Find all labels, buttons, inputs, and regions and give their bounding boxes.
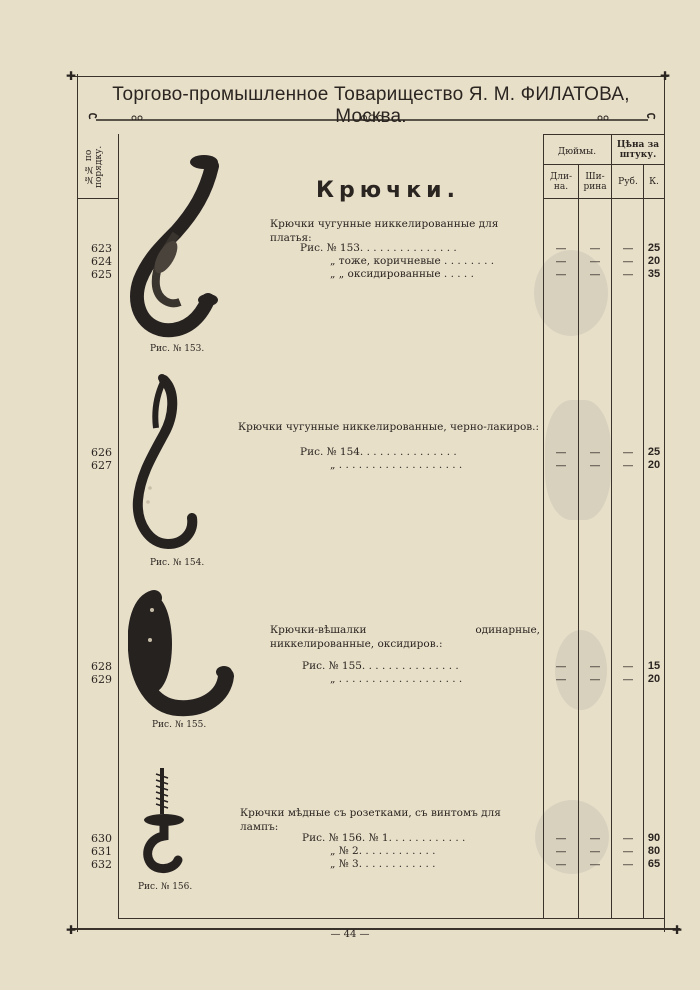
column-header-inches: Дюймы. [557, 147, 597, 157]
item-row-label: „ № 2. . . . . . . . . . . . [330, 845, 436, 857]
kop-value: 65 [647, 858, 661, 870]
frame-left-rule [77, 74, 78, 932]
kop-value: 25 [647, 446, 661, 458]
frame-top-rule [72, 76, 668, 77]
width-value: — [589, 255, 601, 268]
length-value: — [555, 673, 567, 686]
rub-value: — [622, 459, 634, 472]
column-header-length: Дли-на. [549, 172, 573, 192]
catalog-header: Торгово-промышленное Товарищество Я. М. ФИЛАТОВА, Москва. [112, 84, 630, 127]
number-head-rule [78, 198, 118, 199]
figure-caption: Рис. № 154. [150, 558, 205, 568]
item-row-label: „ . . . . . . . . . . . . . . . . . . . [330, 459, 463, 471]
item-description: Крючки-вѣшалки одинарные, никкелированные, оксидиров.: [270, 624, 540, 650]
rub-value: — [622, 832, 634, 845]
width-value: — [589, 242, 601, 255]
kop-value: 80 [647, 845, 661, 857]
section-title: Крючки. [316, 178, 460, 203]
rub-value: — [622, 255, 634, 268]
col-rule-width [578, 164, 579, 918]
item-number: 625 [91, 268, 112, 281]
figure-caption: Рис. № 153. [150, 344, 205, 354]
item-description: Крючки чугунные никкелированные, черно-лакиров.: [238, 421, 540, 433]
item-number: 623 [91, 242, 112, 255]
width-value: — [589, 832, 601, 845]
col-rule-rub [611, 134, 612, 918]
column-header-kop: К. [649, 177, 659, 187]
item-row-label: „ „ оксидированные . . . . . [330, 268, 474, 280]
coat-hook-154-illustration [128, 372, 208, 554]
item-row-label: „ № 3. . . . . . . . . . . . [330, 858, 436, 870]
item-row-label: Рис. № 154. . . . . . . . . . . . . . . [300, 446, 457, 458]
corner-ornament-icon: ✚ [672, 923, 683, 937]
item-number: 630 [91, 832, 112, 845]
length-value: — [555, 660, 567, 673]
rub-value: — [622, 858, 634, 871]
length-value: — [555, 242, 567, 255]
table-bottom-rule [118, 918, 664, 919]
width-value: — [589, 858, 601, 871]
table-head-bottom-rule [543, 198, 664, 199]
column-header-price: Цѣна за штуку. [616, 140, 660, 160]
item-row-label: „ . . . . . . . . . . . . . . . . . . . [330, 673, 463, 685]
col-rule-number [118, 134, 119, 918]
table-head-mid-rule [543, 164, 664, 165]
column-header-rub: Руб. [618, 177, 638, 187]
item-number: 632 [91, 858, 112, 871]
figure-caption: Рис. № 155. [152, 720, 207, 730]
rub-value: — [622, 673, 634, 686]
item-number: 626 [91, 446, 112, 459]
column-header-number: №№ по порядку. [84, 145, 104, 189]
width-value: — [589, 673, 601, 686]
figure-caption: Рис. № 156. [138, 882, 193, 892]
item-description: Крючки чугунные никкелированные для платья: [270, 218, 499, 244]
rub-value: — [622, 446, 634, 459]
column-header-width: Ши-рина [583, 172, 607, 192]
coat-hook-153-illustration [124, 152, 228, 342]
item-row-label: „ тоже, коричневые . . . . . . . . [330, 255, 495, 267]
col-rule-length [543, 134, 544, 918]
length-value: — [555, 832, 567, 845]
item-row-label: Рис. № 156. № 1. . . . . . . . . . . . [302, 832, 466, 844]
rub-value: — [622, 660, 634, 673]
wall-hook-155-illustration [128, 588, 234, 718]
kop-value: 20 [647, 255, 661, 267]
frame-right-rule [664, 74, 665, 932]
item-number: 629 [91, 673, 112, 686]
length-value: — [555, 858, 567, 871]
item-row-label: Рис. № 153. . . . . . . . . . . . . . . [300, 242, 457, 254]
length-value: — [555, 446, 567, 459]
lamp-hook-156-illustration [140, 766, 192, 878]
corner-ornament-icon: ✚ [66, 923, 77, 937]
rub-value: — [622, 242, 634, 255]
kop-value: 35 [647, 268, 661, 280]
width-value: — [589, 268, 601, 281]
item-number: 631 [91, 845, 112, 858]
kop-value: 20 [647, 459, 661, 471]
item-description: Крючки мѣдные съ розетками, съ винтомъ для лампъ: [240, 807, 501, 833]
item-number: 624 [91, 255, 112, 268]
item-number: 628 [91, 660, 112, 673]
corner-ornament-icon: ✚ [66, 69, 77, 83]
kop-value: 25 [647, 242, 661, 254]
table-head-top-rule [543, 134, 664, 135]
item-row-label: Рис. № 155. . . . . . . . . . . . . . . [302, 660, 459, 672]
width-value: — [589, 845, 601, 858]
width-value: — [589, 660, 601, 673]
width-value: — [589, 446, 601, 459]
length-value: — [555, 845, 567, 858]
length-value: — [555, 268, 567, 281]
item-number: 627 [91, 459, 112, 472]
length-value: — [555, 255, 567, 268]
header-ornament-icon [86, 110, 658, 124]
kop-value: 15 [647, 660, 661, 672]
length-value: — [555, 459, 567, 472]
page-number: — 44 — [330, 929, 370, 940]
kop-value: 90 [647, 832, 661, 844]
rub-value: — [622, 845, 634, 858]
corner-ornament-icon: ✚ [660, 69, 671, 83]
width-value: — [589, 459, 601, 472]
rub-value: — [622, 268, 634, 281]
kop-value: 20 [647, 673, 661, 685]
